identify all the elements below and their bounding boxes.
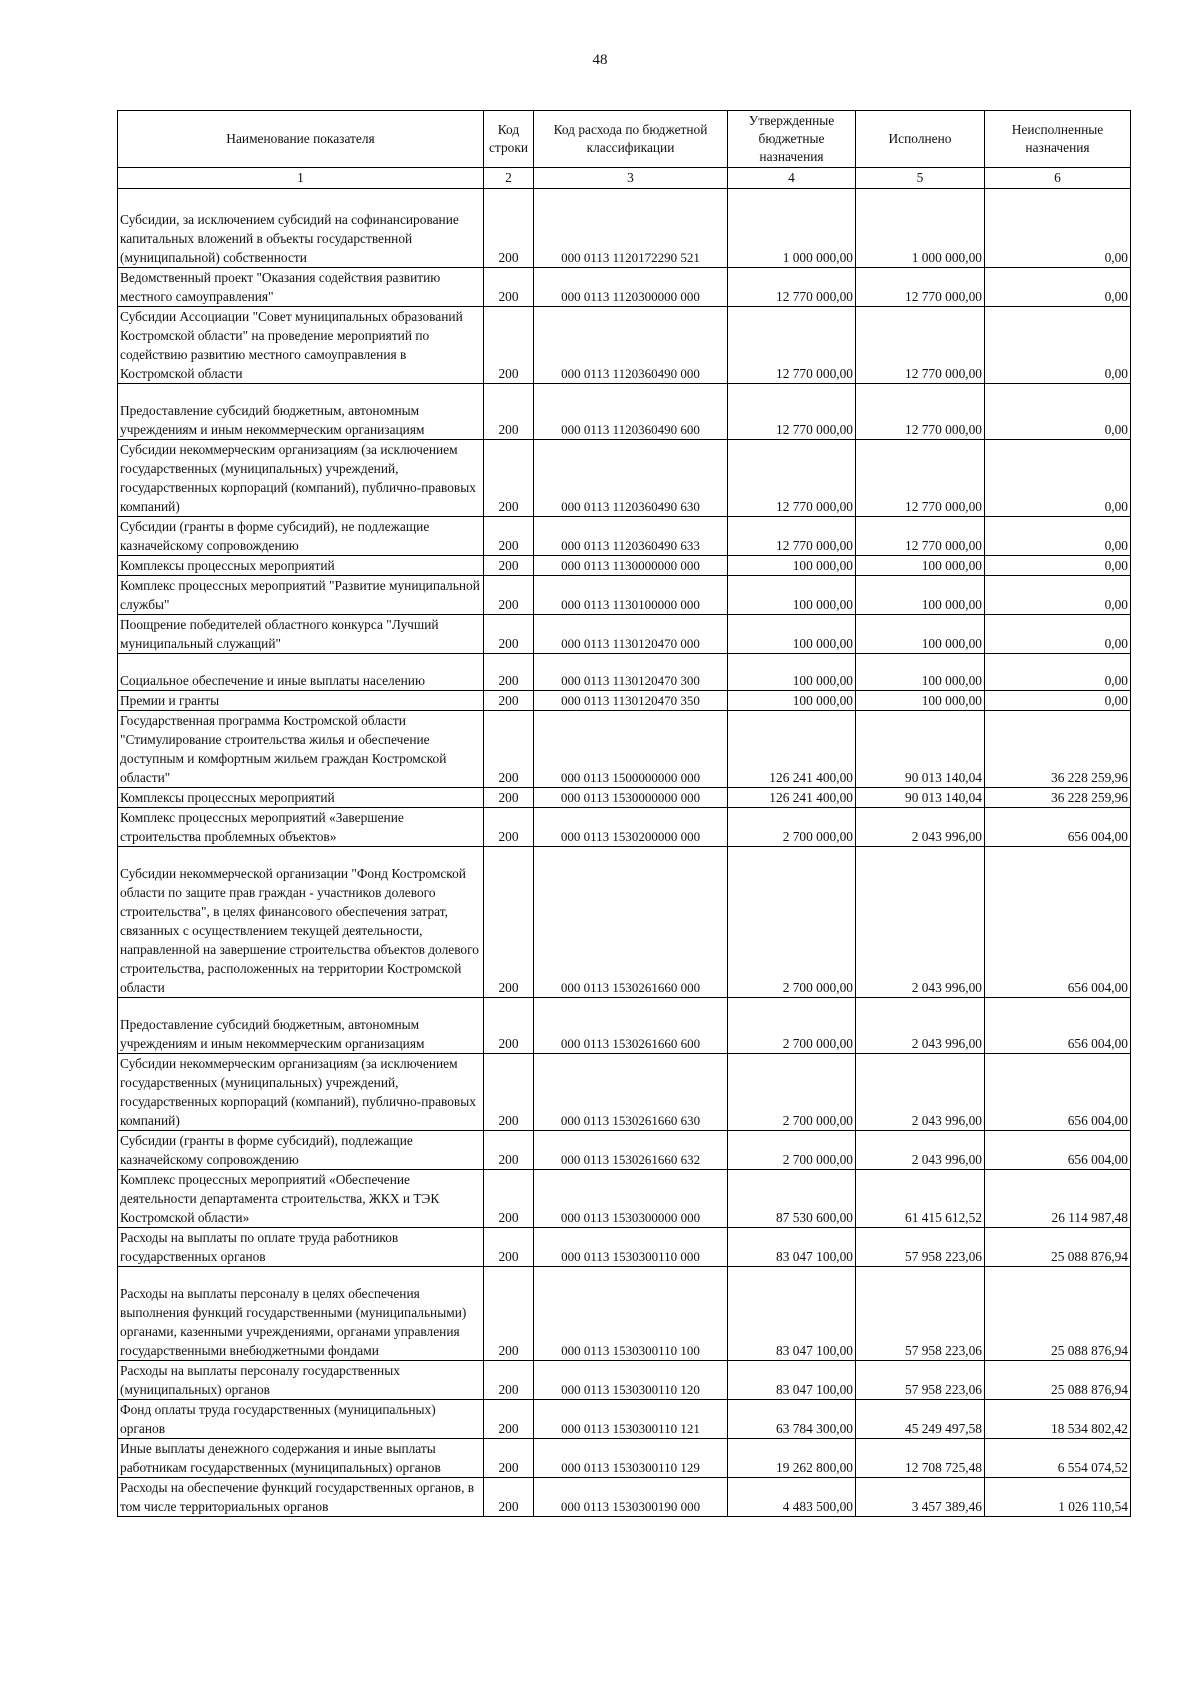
row-executed: 90 013 140,04 — [856, 711, 985, 788]
row-expense-code: 000 0113 1530300110 129 — [534, 1439, 728, 1478]
row-name: Поощрение победителей областного конкурса "Лучший муниципальный служащий" — [118, 615, 484, 654]
row-line-code: 200 — [484, 654, 534, 691]
row-unexecuted: 656 004,00 — [985, 847, 1131, 998]
row-executed: 45 249 497,58 — [856, 1400, 985, 1439]
row-unexecuted: 0,00 — [985, 615, 1131, 654]
row-expense-code: 000 0113 1120360490 630 — [534, 440, 728, 517]
row-unexecuted: 1 026 110,54 — [985, 1478, 1131, 1517]
header-expense-code: Код расхода по бюджетной классификации — [534, 111, 728, 168]
row-unexecuted: 0,00 — [985, 307, 1131, 384]
table-row — [118, 1267, 1131, 1361]
header-indicator-name: Наименование показателя — [118, 111, 484, 168]
row-expense-code: 000 0113 1530300110 120 — [534, 1361, 728, 1400]
row-expense-code: 000 0113 1130000000 000 — [534, 556, 728, 576]
row-approved: 83 047 100,00 — [728, 1361, 856, 1400]
row-line-code: 200 — [484, 1361, 534, 1400]
row-expense-code: 000 0113 1130100000 000 — [534, 576, 728, 615]
row-line-code: 200 — [484, 1170, 534, 1228]
row-line-code: 200 — [484, 847, 534, 998]
row-executed: 57 958 223,06 — [856, 1361, 985, 1400]
table-body — [118, 189, 1131, 1517]
table-row — [118, 1478, 1131, 1517]
row-name: Субсидии, за исключением субсидий на софинансирование капитальных вложений в объекты государственной (муниципальной) собственности — [118, 189, 484, 268]
row-unexecuted: 656 004,00 — [985, 998, 1131, 1054]
row-name: Субсидии некоммерческим организациям (за исключением государственных (муниципальных) учреждений, государственных корпораций (компаний), публично-правовых компаний) — [118, 1054, 484, 1131]
row-line-code: 200 — [484, 556, 534, 576]
table-row — [118, 1054, 1131, 1131]
row-unexecuted: 656 004,00 — [985, 808, 1131, 847]
row-name: Комплексы процессных мероприятий — [118, 556, 484, 576]
row-line-code: 200 — [484, 1131, 534, 1170]
table-row — [118, 847, 1131, 998]
row-name: Ведомственный проект "Оказания содействия развитию местного самоуправления" — [118, 268, 484, 307]
column-number: 1 — [118, 168, 484, 189]
row-expense-code: 000 0113 1120360490 600 — [534, 384, 728, 440]
row-name: Субсидии некоммерческой организации "Фонд Костромской области по защите прав граждан - участников долевого строительства", в целях финансового обеспечения затрат, связанных с осуществлением текущей деятельности, направленной на завершение строительства объектов долевого строительства, расположенных на территории Костромской области — [118, 847, 484, 998]
row-executed: 57 958 223,06 — [856, 1267, 985, 1361]
row-unexecuted: 0,00 — [985, 440, 1131, 517]
row-expense-code: 000 0113 1120300000 000 — [534, 268, 728, 307]
table-row — [118, 711, 1131, 788]
row-line-code: 200 — [484, 1267, 534, 1361]
row-executed: 57 958 223,06 — [856, 1228, 985, 1267]
table-row — [118, 189, 1131, 268]
row-approved: 2 700 000,00 — [728, 1054, 856, 1131]
table-row — [118, 1361, 1131, 1400]
table-row — [118, 654, 1131, 691]
column-number: 5 — [856, 168, 985, 189]
row-name: Фонд оплаты труда государственных (муниципальных) органов — [118, 1400, 484, 1439]
row-executed: 1 000 000,00 — [856, 189, 985, 268]
budget-execution-table — [117, 110, 1131, 1517]
row-unexecuted: 25 088 876,94 — [985, 1267, 1131, 1361]
row-line-code: 200 — [484, 576, 534, 615]
page-number: 48 — [592, 52, 608, 68]
header-unexecuted: Неисполненные назначения — [985, 111, 1131, 168]
row-line-code: 200 — [484, 1228, 534, 1267]
row-line-code: 200 — [484, 808, 534, 847]
row-name: Премии и гранты — [118, 691, 484, 711]
table-row — [118, 1400, 1131, 1439]
row-approved: 4 483 500,00 — [728, 1478, 856, 1517]
row-name: Социальное обеспечение и иные выплаты населению — [118, 654, 484, 691]
row-approved: 100 000,00 — [728, 615, 856, 654]
table-row — [118, 691, 1131, 711]
row-expense-code: 000 0113 1530261660 630 — [534, 1054, 728, 1131]
row-unexecuted: 0,00 — [985, 654, 1131, 691]
row-approved: 100 000,00 — [728, 556, 856, 576]
row-expense-code: 000 0113 1530000000 000 — [534, 788, 728, 808]
row-expense-code: 000 0113 1530261660 632 — [534, 1131, 728, 1170]
row-name: Комплекс процессных мероприятий "Развитие муниципальной службы" — [118, 576, 484, 615]
row-unexecuted: 6 554 074,52 — [985, 1439, 1131, 1478]
table-row — [118, 1439, 1131, 1478]
row-approved: 12 770 000,00 — [728, 440, 856, 517]
row-expense-code: 000 0113 1530300110 121 — [534, 1400, 728, 1439]
row-unexecuted: 0,00 — [985, 517, 1131, 556]
row-name: Расходы на выплаты персоналу государственных (муниципальных) органов — [118, 1361, 484, 1400]
row-unexecuted: 36 228 259,96 — [985, 788, 1131, 808]
row-expense-code: 000 0113 1500000000 000 — [534, 711, 728, 788]
row-approved: 2 700 000,00 — [728, 847, 856, 998]
row-name: Расходы на обеспечение функций государственных органов, в том числе территориальных органов — [118, 1478, 484, 1517]
row-approved: 126 241 400,00 — [728, 711, 856, 788]
row-executed: 2 043 996,00 — [856, 1131, 985, 1170]
row-approved: 12 770 000,00 — [728, 307, 856, 384]
row-approved: 12 770 000,00 — [728, 268, 856, 307]
row-approved: 100 000,00 — [728, 654, 856, 691]
row-line-code: 200 — [484, 998, 534, 1054]
row-approved: 100 000,00 — [728, 691, 856, 711]
row-approved: 12 770 000,00 — [728, 384, 856, 440]
row-executed: 12 770 000,00 — [856, 440, 985, 517]
row-line-code: 200 — [484, 1439, 534, 1478]
row-approved: 87 530 600,00 — [728, 1170, 856, 1228]
row-line-code: 200 — [484, 384, 534, 440]
row-unexecuted: 18 534 802,42 — [985, 1400, 1131, 1439]
row-unexecuted: 26 114 987,48 — [985, 1170, 1131, 1228]
row-executed: 100 000,00 — [856, 691, 985, 711]
row-executed: 2 043 996,00 — [856, 1054, 985, 1131]
row-name: Иные выплаты денежного содержания и иные выплаты работникам государственных (муниципальных) органов — [118, 1439, 484, 1478]
row-executed: 61 415 612,52 — [856, 1170, 985, 1228]
row-executed: 12 770 000,00 — [856, 384, 985, 440]
row-line-code: 200 — [484, 189, 534, 268]
row-name: Предоставление субсидий бюджетным, автономным учреждениям и иным некоммерческим организациям — [118, 998, 484, 1054]
row-expense-code: 000 0113 1120172290 521 — [534, 189, 728, 268]
row-approved: 126 241 400,00 — [728, 788, 856, 808]
row-line-code: 200 — [484, 615, 534, 654]
row-unexecuted: 0,00 — [985, 556, 1131, 576]
row-approved: 1 000 000,00 — [728, 189, 856, 268]
table-row — [118, 307, 1131, 384]
header-approved: Утвержденные бюджетные назначения — [728, 111, 856, 168]
row-executed: 100 000,00 — [856, 556, 985, 576]
row-line-code: 200 — [484, 1400, 534, 1439]
row-line-code: 200 — [484, 1478, 534, 1517]
row-expense-code: 000 0113 1130120470 000 — [534, 615, 728, 654]
table-row — [118, 268, 1131, 307]
table-row — [118, 1131, 1131, 1170]
row-approved: 83 047 100,00 — [728, 1228, 856, 1267]
row-name: Комплекс процессных мероприятий «Обеспечение деятельности департамента строительства, ЖКХ и ТЭК Костромской области» — [118, 1170, 484, 1228]
row-expense-code: 000 0113 1530300000 000 — [534, 1170, 728, 1228]
row-approved: 83 047 100,00 — [728, 1267, 856, 1361]
row-name: Расходы на выплаты по оплате труда работников государственных органов — [118, 1228, 484, 1267]
row-expense-code: 000 0113 1120360490 000 — [534, 307, 728, 384]
row-unexecuted: 25 088 876,94 — [985, 1228, 1131, 1267]
row-approved: 12 770 000,00 — [728, 517, 856, 556]
row-unexecuted: 0,00 — [985, 691, 1131, 711]
table-row — [118, 788, 1131, 808]
row-name: Расходы на выплаты персоналу в целях обеспечения выполнения функций государственными (муниципальными) органами, казенными учреждениями, органами управления государственными внебюджетными фондами — [118, 1267, 484, 1361]
row-expense-code: 000 0113 1530261660 000 — [534, 847, 728, 998]
column-number: 4 — [728, 168, 856, 189]
column-number: 3 — [534, 168, 728, 189]
row-line-code: 200 — [484, 788, 534, 808]
row-approved: 2 700 000,00 — [728, 808, 856, 847]
row-line-code: 200 — [484, 691, 534, 711]
row-unexecuted: 656 004,00 — [985, 1131, 1131, 1170]
column-number: 2 — [484, 168, 534, 189]
row-executed: 100 000,00 — [856, 615, 985, 654]
row-approved: 19 262 800,00 — [728, 1439, 856, 1478]
table-row — [118, 998, 1131, 1054]
table-row — [118, 808, 1131, 847]
row-executed: 12 770 000,00 — [856, 268, 985, 307]
table-row — [118, 556, 1131, 576]
row-expense-code: 000 0113 1530300110 100 — [534, 1267, 728, 1361]
row-name: Субсидии некоммерческим организациям (за исключением государственных (муниципальных) учреждений, государственных корпораций (компаний), публично-правовых компаний) — [118, 440, 484, 517]
header-executed: Исполнено — [856, 111, 985, 168]
row-expense-code: 000 0113 1120360490 633 — [534, 517, 728, 556]
row-approved: 2 700 000,00 — [728, 998, 856, 1054]
row-expense-code: 000 0113 1130120470 300 — [534, 654, 728, 691]
row-approved: 100 000,00 — [728, 576, 856, 615]
row-executed: 100 000,00 — [856, 654, 985, 691]
table-row — [118, 615, 1131, 654]
row-expense-code: 000 0113 1130120470 350 — [534, 691, 728, 711]
row-executed: 90 013 140,04 — [856, 788, 985, 808]
row-unexecuted: 656 004,00 — [985, 1054, 1131, 1131]
column-number-row — [118, 168, 1131, 189]
row-name: Комплексы процессных мероприятий — [118, 788, 484, 808]
row-line-code: 200 — [484, 440, 534, 517]
row-approved: 63 784 300,00 — [728, 1400, 856, 1439]
table-row — [118, 440, 1131, 517]
row-expense-code: 000 0113 1530261660 600 — [534, 998, 728, 1054]
row-expense-code: 000 0113 1530200000 000 — [534, 808, 728, 847]
row-name: Предоставление субсидий бюджетным, автономным учреждениям и иным некоммерческим организациям — [118, 384, 484, 440]
table-row — [118, 1228, 1131, 1267]
table-row — [118, 517, 1131, 556]
row-expense-code: 000 0113 1530300190 000 — [534, 1478, 728, 1517]
row-name: Субсидии Ассоциации "Совет муниципальных образований Костромской области" на проведение мероприятий по содействию развитию местного самоуправления в Костромской области — [118, 307, 484, 384]
row-line-code: 200 — [484, 517, 534, 556]
row-line-code: 200 — [484, 1054, 534, 1131]
row-executed: 12 708 725,48 — [856, 1439, 985, 1478]
row-line-code: 200 — [484, 711, 534, 788]
table-header-row — [118, 111, 1131, 168]
column-number: 6 — [985, 168, 1131, 189]
row-executed: 2 043 996,00 — [856, 808, 985, 847]
row-approved: 2 700 000,00 — [728, 1131, 856, 1170]
row-executed: 2 043 996,00 — [856, 847, 985, 998]
row-unexecuted: 0,00 — [985, 576, 1131, 615]
row-executed: 12 770 000,00 — [856, 517, 985, 556]
row-executed: 3 457 389,46 — [856, 1478, 985, 1517]
header-line-code: Код строки — [484, 111, 534, 168]
row-unexecuted: 0,00 — [985, 268, 1131, 307]
row-expense-code: 000 0113 1530300110 000 — [534, 1228, 728, 1267]
table-row — [118, 576, 1131, 615]
row-executed: 2 043 996,00 — [856, 998, 985, 1054]
table-row — [118, 1170, 1131, 1228]
row-name: Государственная программа Костромской области "Стимулирование строительства жилья и обеспечение доступным и комфортным жильем граждан Костромской области" — [118, 711, 484, 788]
row-executed: 12 770 000,00 — [856, 307, 985, 384]
row-name: Субсидии (гранты в форме субсидий), не подлежащие казначейскому сопровождению — [118, 517, 484, 556]
row-unexecuted: 0,00 — [985, 384, 1131, 440]
row-unexecuted: 25 088 876,94 — [985, 1361, 1131, 1400]
row-unexecuted: 36 228 259,96 — [985, 711, 1131, 788]
row-executed: 100 000,00 — [856, 576, 985, 615]
row-unexecuted: 0,00 — [985, 189, 1131, 268]
row-line-code: 200 — [484, 307, 534, 384]
row-name: Субсидии (гранты в форме субсидий), подлежащие казначейскому сопровождению — [118, 1131, 484, 1170]
row-name: Комплекс процессных мероприятий «Завершение строительства проблемных объектов» — [118, 808, 484, 847]
row-line-code: 200 — [484, 268, 534, 307]
table-row — [118, 384, 1131, 440]
